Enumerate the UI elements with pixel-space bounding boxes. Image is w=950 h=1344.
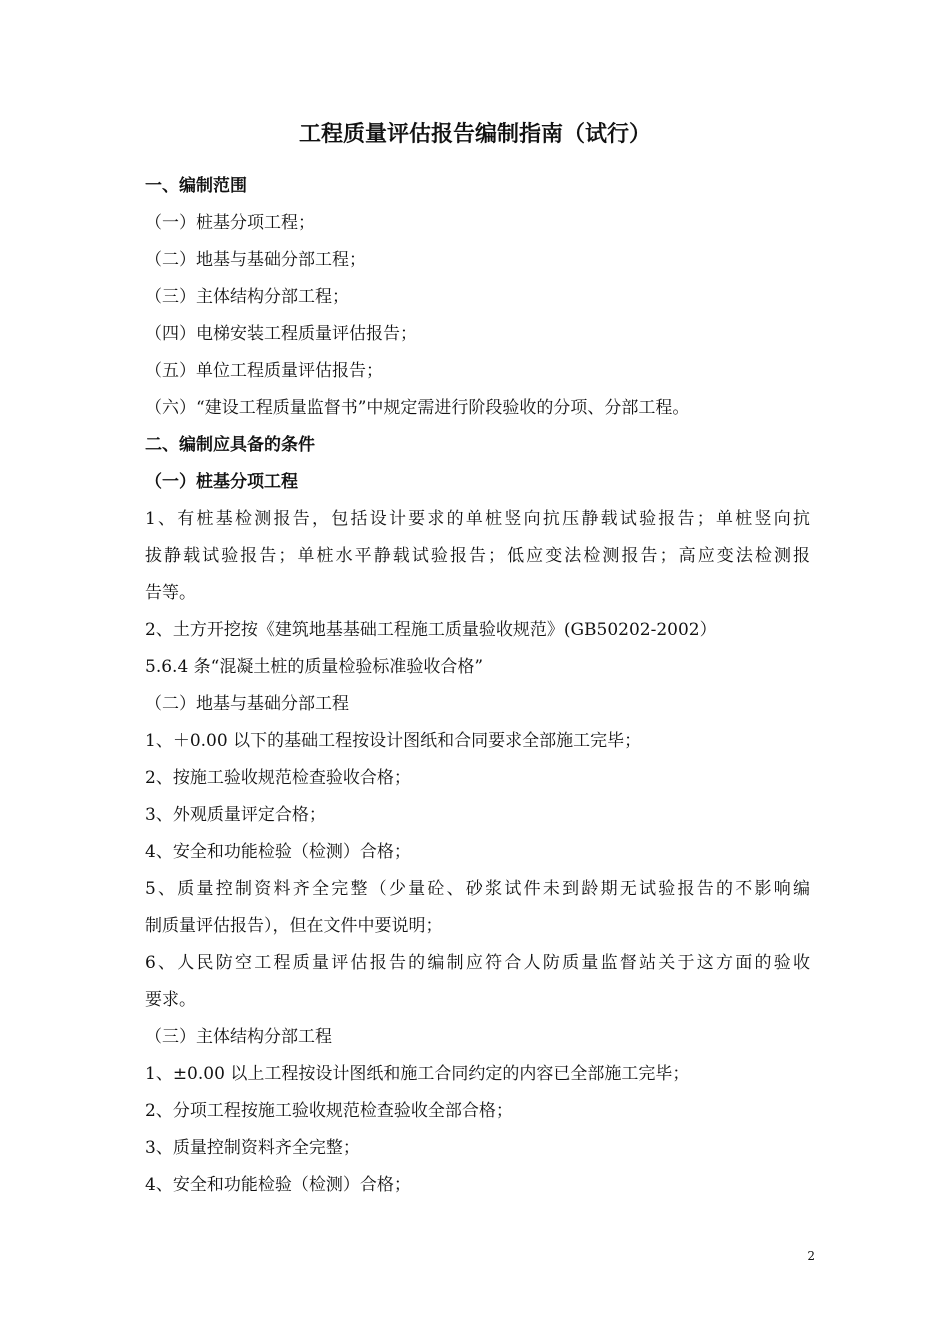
- document-title: 工程质量评估报告编制指南（试行）: [298, 122, 651, 147]
- paragraph-line: 4、安全和功能检验（检测）合格；: [145, 842, 411, 862]
- paragraph-line: 制质量评估报告），但在文件中要说明；: [145, 916, 443, 936]
- scope-item-6: （六）“建设工程质量监督书”中规定需进行阶段验收的分项、分部工程。: [145, 398, 690, 418]
- paragraph-line: 2、分项工程按施工验收规范检查验收全部合格；: [145, 1101, 513, 1121]
- section-heading-scope: 一、编制范围: [145, 176, 247, 196]
- paragraph-line: 5、质量控制资料齐全完整（少量砼、砂浆试件未到龄期无试验报告的不影响编: [145, 879, 810, 899]
- document-body: [145, 168, 810, 1204]
- subsection-heading-foundation: （二）地基与基础分部工程: [145, 694, 349, 714]
- paragraph-line: 拔静载试验报告；单桩水平静载试验报告；低应变法检测报告；高应变法检测报: [145, 546, 810, 566]
- scope-item-1: （一）桩基分项工程；: [145, 213, 315, 233]
- subsection-heading-main-structure: （三）主体结构分部工程: [145, 1027, 332, 1047]
- paragraph-line: 1、＋0.00 以下的基础工程按设计图纸和合同要求全部施工完毕；: [145, 731, 642, 751]
- paragraph-line: 要求。: [145, 990, 196, 1010]
- paragraph-line: 6、人民防空工程质量评估报告的编制应符合人防质量监督站关于这方面的验收: [145, 953, 810, 973]
- paragraph-line: 4、安全和功能检验（检测）合格；: [145, 1175, 411, 1195]
- subsection-heading-pile-foundation: （一）桩基分项工程: [145, 472, 298, 492]
- paragraph-line: 5.6.4 条“混凝土桩的质量检验标准验收合格”: [145, 657, 484, 677]
- paragraph-line: 2、按施工验收规范检查验收合格；: [145, 768, 411, 788]
- scope-item-3: （三）主体结构分部工程；: [145, 287, 349, 307]
- paragraph-line: 告等。: [145, 583, 196, 603]
- paragraph-line: 2、土方开挖按《建筑地基基础工程施工质量验收规范》(GB50202-2002）: [145, 620, 717, 640]
- page-number: 2: [807, 1249, 815, 1263]
- paragraph-line: 1、有桩基检测报告，包括设计要求的单桩竖向抗压静载试验报告；单桩竖向抗: [145, 509, 810, 529]
- scope-item-5: （五）单位工程质量评估报告；: [145, 361, 383, 381]
- scope-item-2: （二）地基与基础分部工程；: [145, 250, 366, 270]
- scope-item-4: （四）电梯安装工程质量评估报告；: [145, 324, 417, 344]
- section-heading-conditions: 二、编制应具备的条件: [145, 435, 315, 455]
- paragraph-line: 1、±0.00 以上工程按设计图纸和施工合同约定的内容已全部施工完毕；: [145, 1064, 690, 1084]
- paragraph-line: 3、外观质量评定合格；: [145, 805, 326, 825]
- paragraph-line: 3、质量控制资料齐全完整；: [145, 1138, 360, 1158]
